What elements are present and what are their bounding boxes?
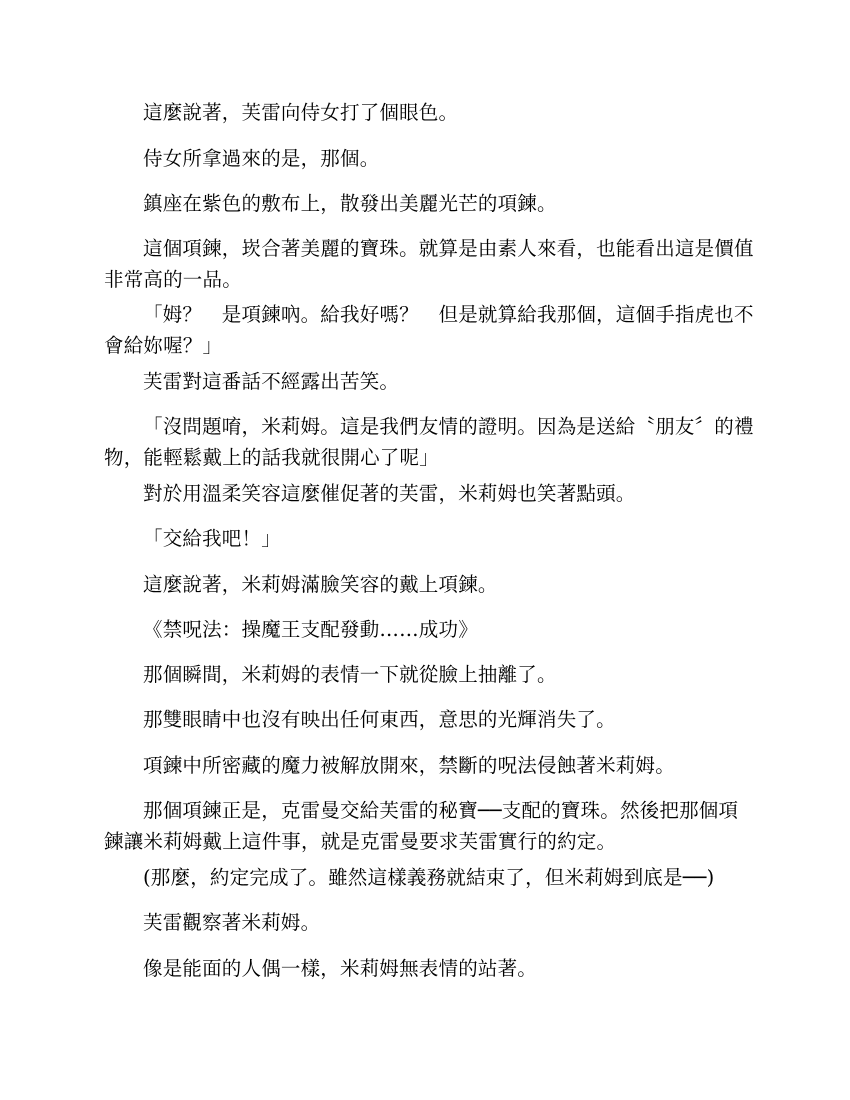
paragraph: 芙雷觀察著米莉姆。	[143, 911, 321, 934]
paragraph: 「沒問題唷，米莉姆。這是我們友情的證明。因為是送給〝朋友〞的禮物，能輕鬆戴上的話我就很開心了呢」	[104, 415, 754, 469]
paragraph: 那雙眼睛中也沒有映出任何東西，意思的光輝消失了。	[143, 708, 616, 731]
paragraph: 項鍊中所密藏的魔力被解放開來，禁斷的呪法侵蝕著米莉姆。	[143, 754, 675, 777]
paragraph: 這麼說著，米莉姆滿臉笑容的戴上項鍊。	[143, 573, 498, 596]
paragraph: 「交給我吧！」	[143, 527, 281, 550]
paragraph: 那個瞬間，米莉姆的表情一下就從臉上抽離了。	[143, 663, 557, 686]
paragraph: 鎮座在紫色的敷布上，散發出美麗光芒的項鍊。	[143, 192, 557, 215]
paragraph: 這麼說著，芙雷向侍女打了個眼色。	[143, 101, 459, 124]
paragraph: 侍女所拿過來的是，那個。	[143, 147, 380, 170]
paragraph: 那個項鍊正是，克雷曼交給芙雷的秘寶──支配的寶珠。然後把那個項鍊讓米莉姆戴上這件事，就是克雷曼要求芙雷實行的約定。	[104, 799, 739, 853]
paragraph: (那麼，約定完成了。雖然這樣義務就結束了，但米莉姆到底是──)	[143, 866, 715, 889]
paragraph: 《禁呪法：操魔王支配發動……成功》	[143, 618, 478, 641]
paragraph: 這個項鍊，崁合著美麗的寶珠。就算是由素人來看，也能看出這是價值非常高的一品。	[104, 237, 754, 291]
paragraph: 像是能面的人偶一樣，米莉姆無表情的站著。	[143, 957, 538, 980]
paragraph: 對於用溫柔笑容這麼催促著的芙雷，米莉姆也笑著點頭。	[143, 482, 636, 505]
paragraph: 「姆？ 是項鍊吶。給我好嗎？ 但是就算給我那個，這個手指虎也不會給妳喔？」	[104, 303, 754, 357]
paragraph: 芙雷對這番話不經露出苦笑。	[143, 370, 400, 393]
